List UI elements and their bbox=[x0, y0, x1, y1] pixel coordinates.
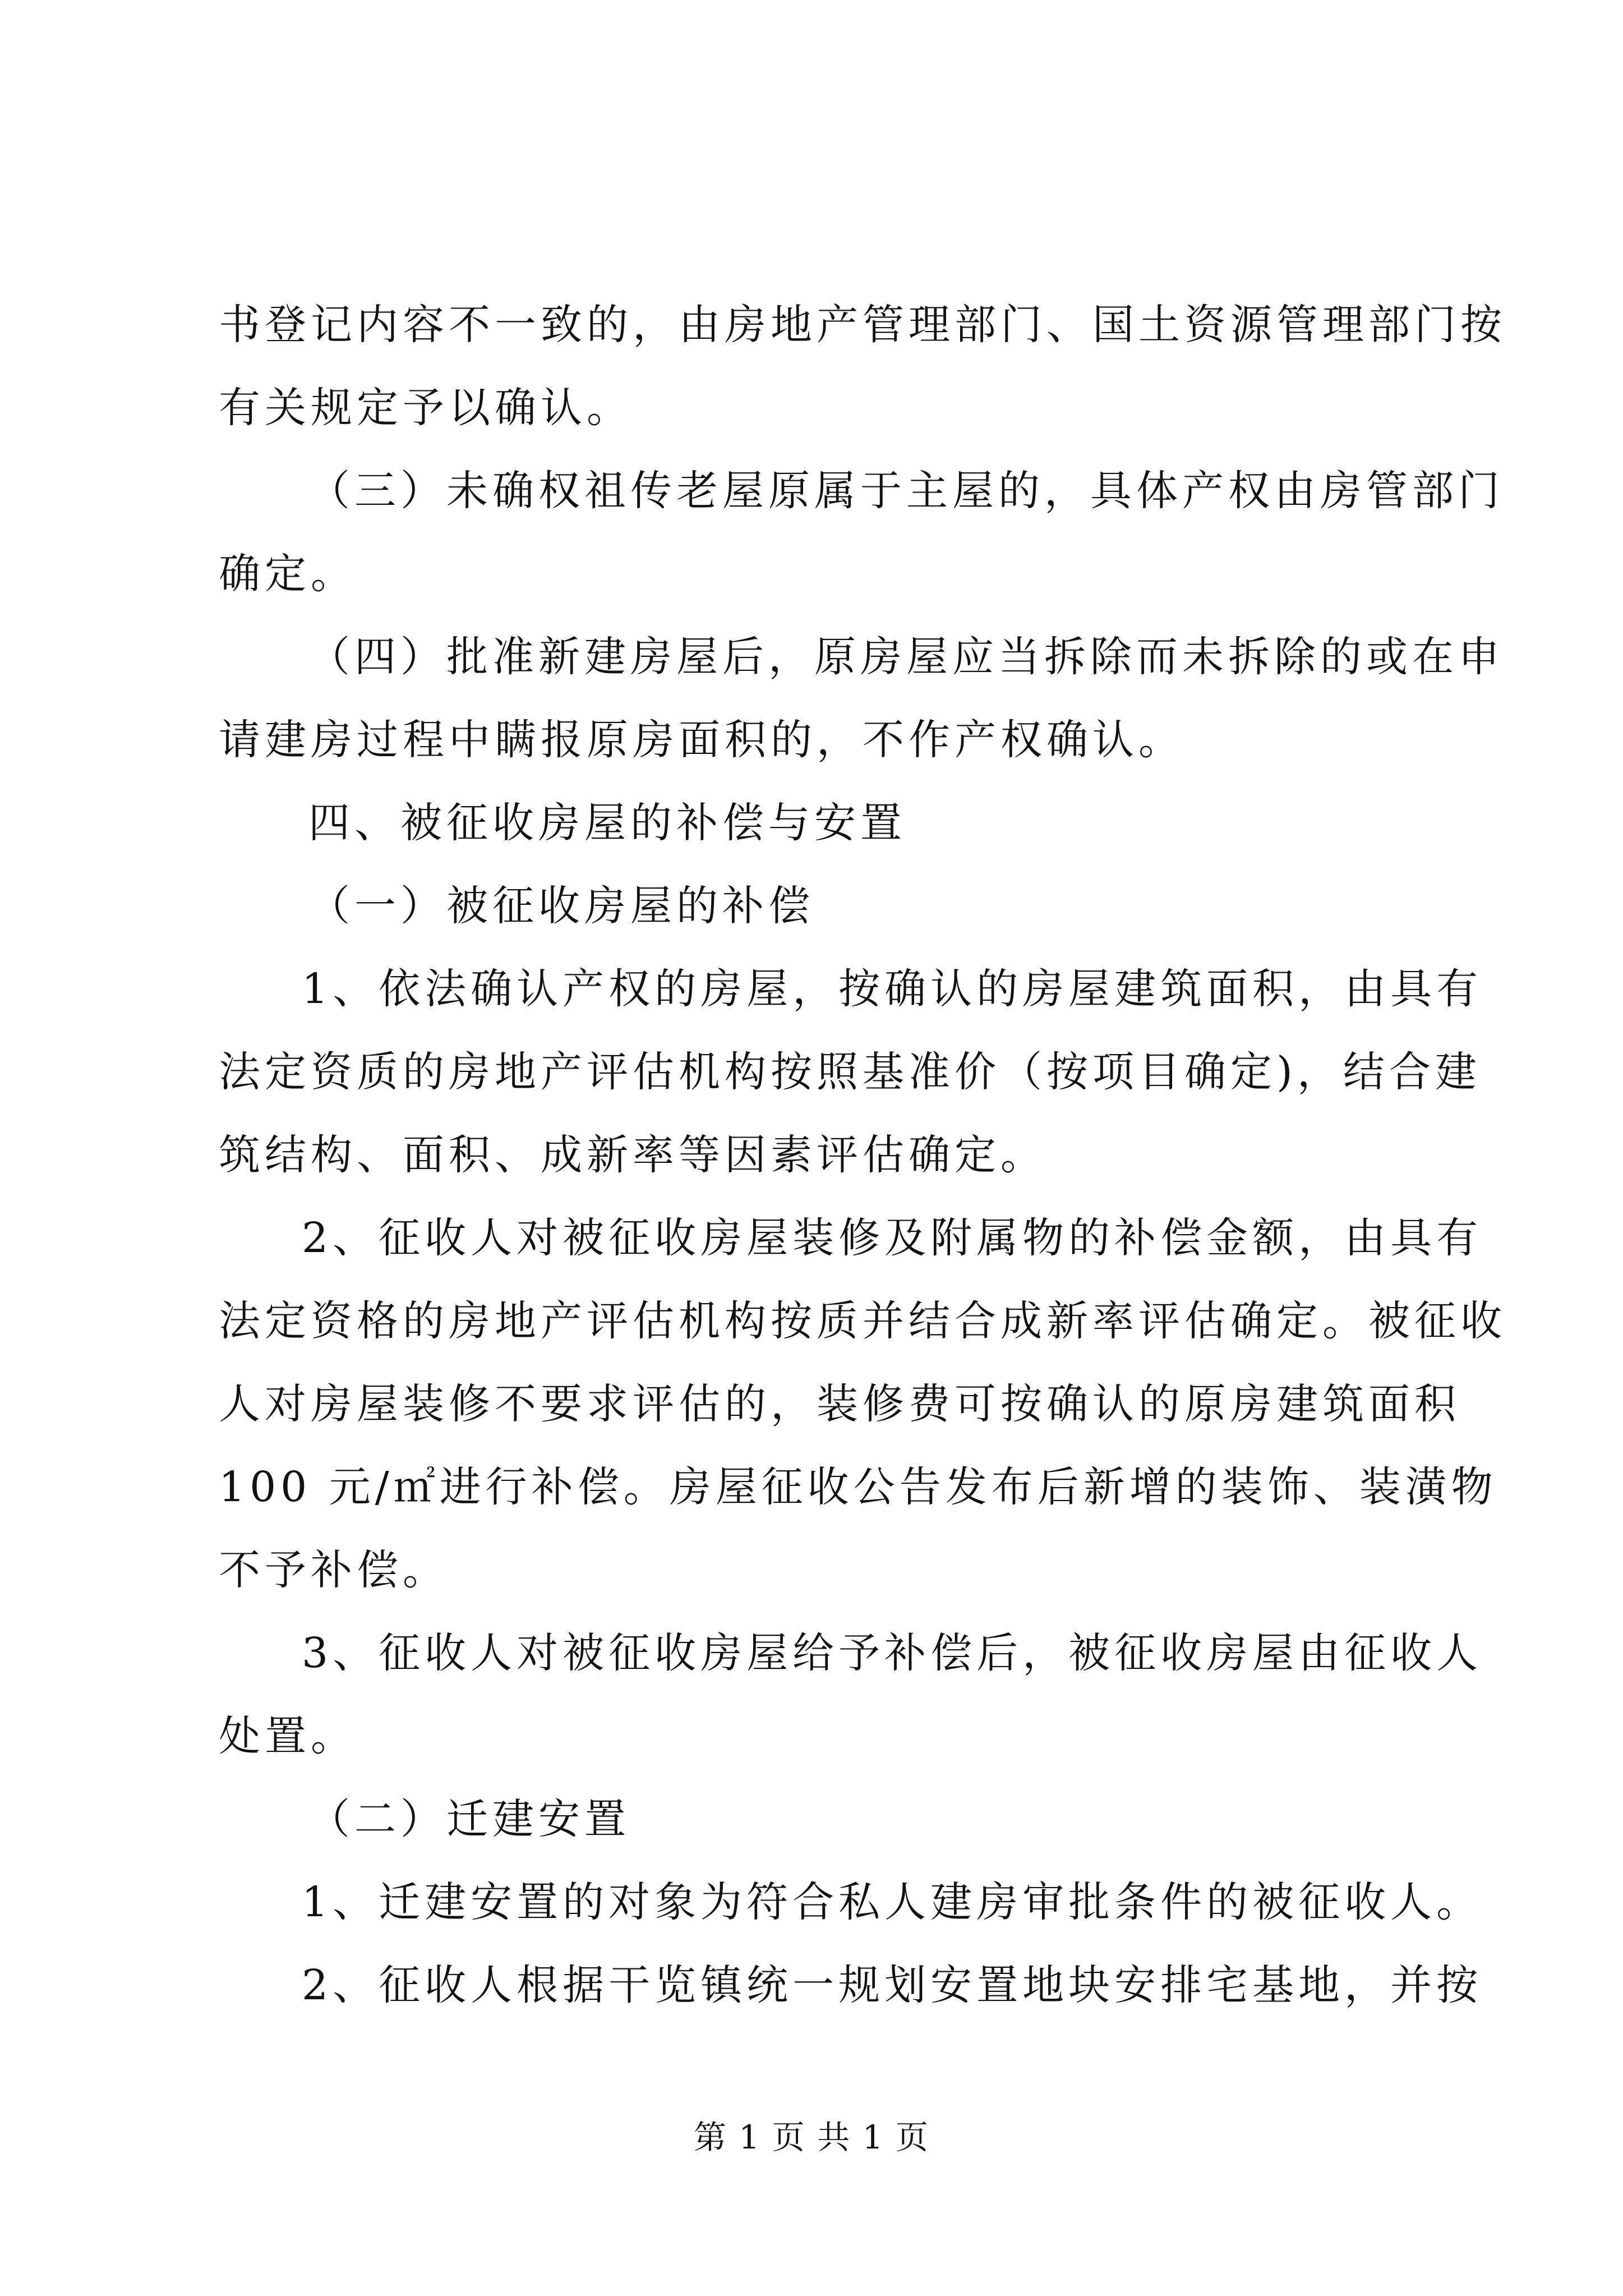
subsection-heading: （一）被征收房屋的补偿 bbox=[308, 882, 814, 930]
paragraph-line: 1、依法确认产权的房屋，按确认的房屋建筑面积，由具有 bbox=[302, 965, 1483, 1013]
paragraph-line: 法定资格的房地产评估机构按质并结合成新率评估确定。被征收 bbox=[219, 1297, 1506, 1345]
paragraph-line: 不予补偿。 bbox=[219, 1546, 449, 1594]
paragraph-line: 处置。 bbox=[219, 1712, 357, 1760]
paragraph-line: 人对房屋装修不要求评估的，装修费可按确认的原房建筑面积 bbox=[219, 1380, 1460, 1428]
page-number-footer: 第 1 页 共 1 页 bbox=[694, 2118, 929, 2156]
paragraph-line: 2、征收人根据干览镇统一规划安置地块安排宅基地，并按 bbox=[302, 1961, 1483, 2009]
paragraph-line: 确定。 bbox=[219, 550, 357, 598]
paragraph-line: 2、征收人对被征收房屋装修及附属物的补偿金额，由具有 bbox=[302, 1214, 1483, 1262]
paragraph-line: （三）未确权祖传老屋原属于主屋的，具体产权由房管部门 bbox=[308, 467, 1504, 515]
paragraph-line: 有关规定予以确认。 bbox=[219, 384, 633, 432]
paragraph-line: 书登记内容不一致的，由房地产管理部门、国土资源管理部门按 bbox=[219, 301, 1506, 349]
paragraph-line: 请建房过程中瞒报原房面积的，不作产权确认。 bbox=[219, 716, 1184, 764]
document-body bbox=[219, 283, 1506, 2027]
paragraph-line: 1、迁建安置的对象为符合私人建房审批条件的被征收人。 bbox=[302, 1878, 1483, 1926]
paragraph-line: 筑结构、面积、成新率等因素评估确定。 bbox=[219, 1131, 1046, 1179]
subsection-heading: （二）迁建安置 bbox=[308, 1795, 630, 1843]
section-heading: 四、被征收房屋的补偿与安置 bbox=[308, 799, 906, 847]
paragraph-line: 3、征收人对被征收房屋给予补偿后，被征收房屋由征收人 bbox=[302, 1629, 1483, 1677]
paragraph-line: 100 元/㎡进行补偿。房屋征收公告发布后新增的装饰、装潢物 bbox=[219, 1463, 1497, 1511]
paragraph-line: 法定资质的房地产评估机构按照基准价（按项目确定)，结合建 bbox=[219, 1048, 1481, 1096]
paragraph-line: （四）批准新建房屋后，原房屋应当拆除而未拆除的或在申 bbox=[308, 633, 1504, 681]
